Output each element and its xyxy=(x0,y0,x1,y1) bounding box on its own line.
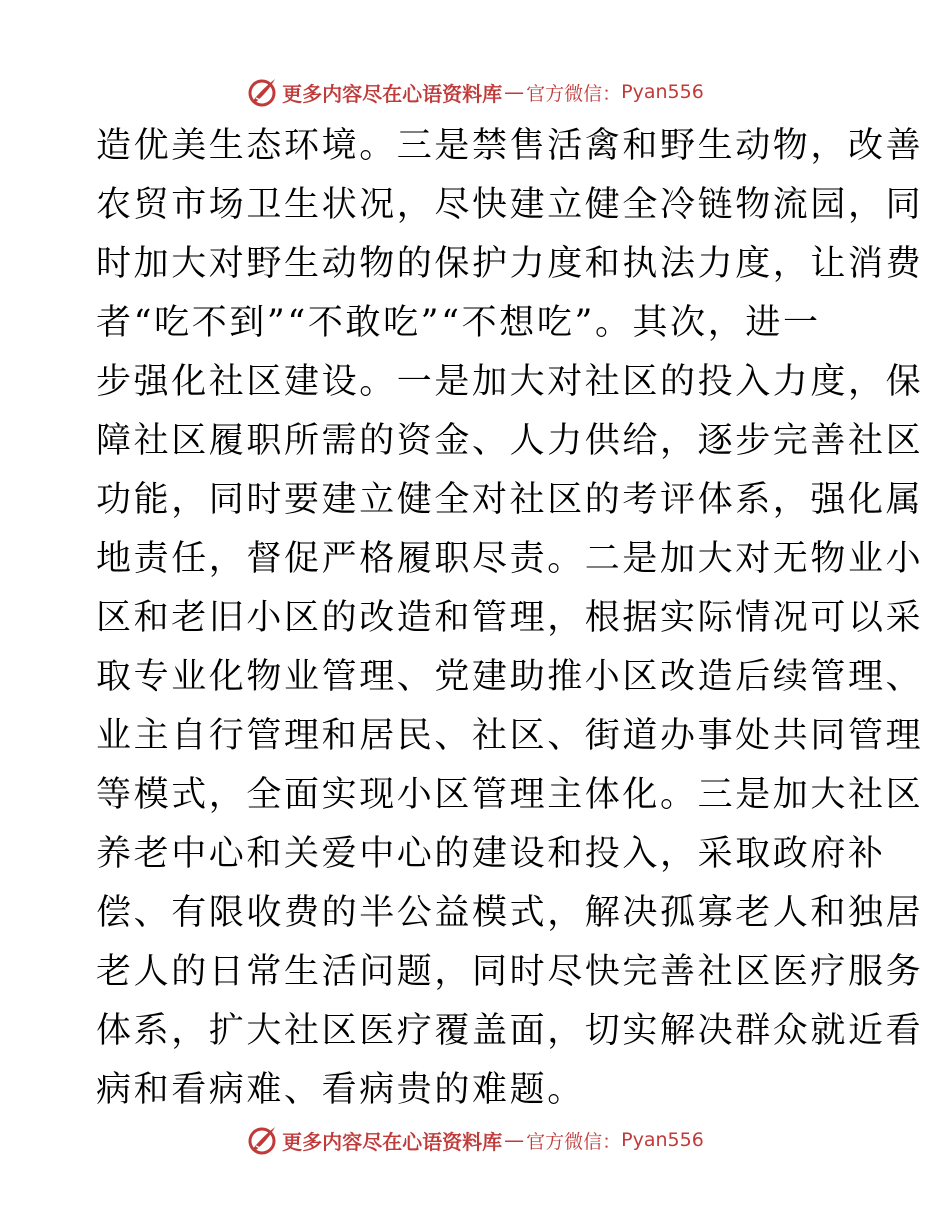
document-body xyxy=(96,117,924,1120)
text-line: 农贸市场卫生状况，尽快建立健全冷链物流园，同 xyxy=(96,185,924,225)
banner-wechat-id: Pyan556 xyxy=(621,81,704,103)
banner-wechat-label: 官方微信： xyxy=(526,82,622,105)
text-line: 老人的日常生活问题，同时尽快完善社区医疗服务 xyxy=(96,952,924,992)
banner-dash: — xyxy=(504,1128,525,1152)
text-line: 区和老旧小区的改造和管理，根据实际情况可以采 xyxy=(96,598,924,638)
text-line: 时加大对野生动物的保护力度和执法力度，让消费 xyxy=(96,244,924,284)
text-line: 步强化社区建设。一是加大对社区的投入力度，保 xyxy=(96,362,924,402)
text-line: 偿、有限收费的半公益模式，解决孤寡老人和独居 xyxy=(96,893,924,933)
header-banner xyxy=(0,72,950,112)
text-line: 者“吃不到”“不敢吃”“不想吃”。其次，进一 xyxy=(96,303,821,343)
text-line: 病和看病难、看病贵的难题。 xyxy=(96,1070,585,1110)
text-line: 造优美生态环境。三是禁售活禽和野生动物，改善 xyxy=(96,126,924,166)
banner-title: 更多内容尽在心语资料库 xyxy=(282,1129,503,1154)
text-line: 业主自行管理和居民、社区、街道办事处共同管理 xyxy=(96,716,924,756)
text-line: 等模式，全面实现小区管理主体化。三是加大社区 xyxy=(96,775,924,815)
text-line: 取专业化物业管理、党建助推小区改造后续管理、 xyxy=(96,657,924,697)
text-line: 体系，扩大社区医疗覆盖面，切实解决群众就近看 xyxy=(96,1011,924,1051)
banner-title: 更多内容尽在心语资料库 xyxy=(282,81,503,106)
quill-pen-logo-icon xyxy=(246,1124,278,1156)
banner-wechat-id: Pyan556 xyxy=(621,1129,704,1151)
text-line: 功能，同时要建立健全对社区的考评体系，强化属 xyxy=(96,480,924,520)
text-line: 地责任，督促严格履职尽责。二是加大对无物业小 xyxy=(96,539,924,579)
footer-banner xyxy=(0,1120,950,1160)
banner-wechat-label: 官方微信： xyxy=(526,1130,622,1153)
quill-pen-logo-icon xyxy=(246,76,278,108)
banner-dash: — xyxy=(504,80,525,104)
text-line: 障社区履职所需的资金、人力供给，逐步完善社区 xyxy=(96,421,924,461)
text-line: 养老中心和关爱中心的建设和投入，采取政府补 xyxy=(96,834,886,874)
